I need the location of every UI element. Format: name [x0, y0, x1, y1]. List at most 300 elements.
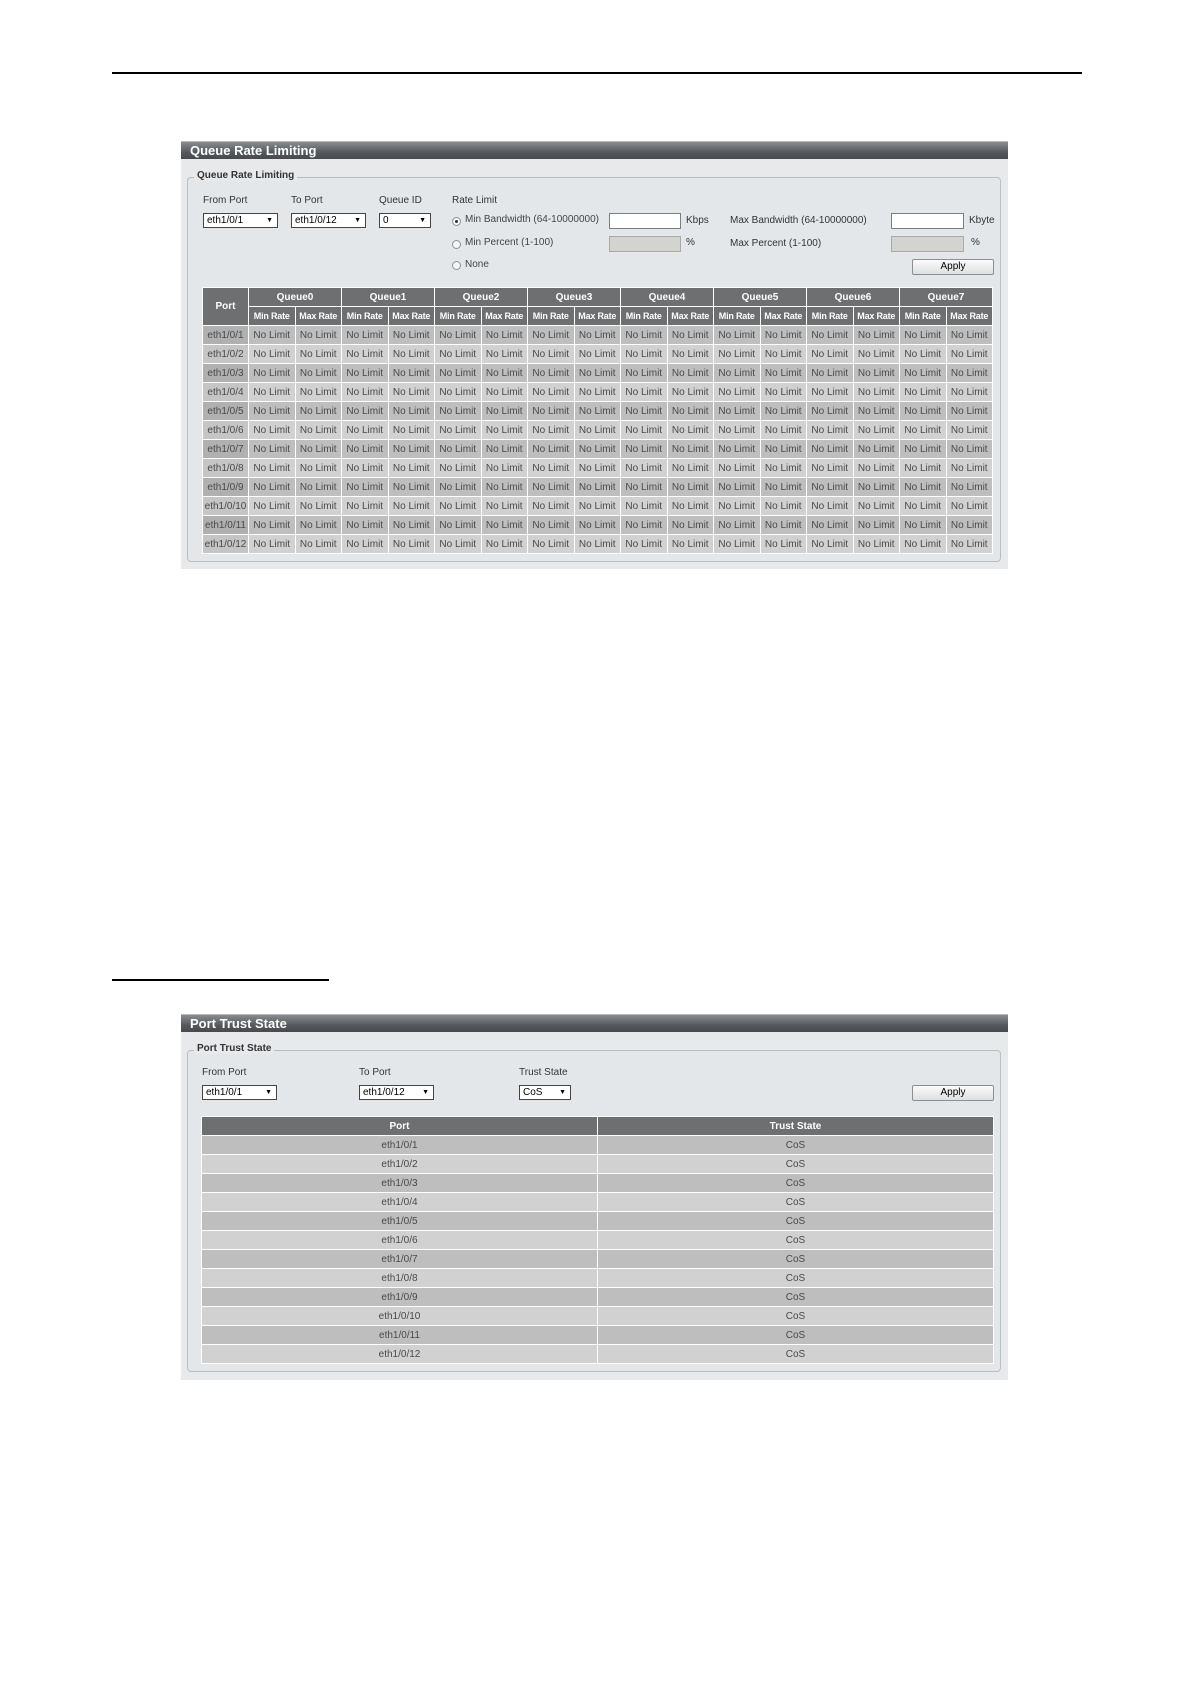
- port-cell: eth1/0/10: [202, 1307, 598, 1326]
- max-rate-cell: No Limit: [667, 364, 714, 383]
- min-rate-cell: No Limit: [342, 364, 389, 383]
- max-rate-cell: No Limit: [481, 497, 528, 516]
- min-rate-cell: No Limit: [900, 535, 947, 554]
- min-rate-cell: No Limit: [528, 326, 575, 345]
- max-rate-cell: No Limit: [667, 440, 714, 459]
- port-cell: eth1/0/4: [202, 1193, 598, 1212]
- queue-header: Queue7: [900, 288, 993, 307]
- min-rate-cell: No Limit: [621, 440, 668, 459]
- min-rate-cell: No Limit: [528, 364, 575, 383]
- table-row: [203, 440, 993, 459]
- max-rate-cell: No Limit: [760, 402, 807, 421]
- min-rate-cell: No Limit: [714, 459, 761, 478]
- port-trust-state-panel: [181, 1014, 1008, 1380]
- queue-header: Queue2: [435, 288, 528, 307]
- from-port-select[interactable]: [202, 1085, 277, 1100]
- max-rate-cell: No Limit: [388, 497, 435, 516]
- min-rate-cell: No Limit: [528, 478, 575, 497]
- chevron-down-icon: ▼: [422, 1089, 429, 1096]
- port-cell: eth1/0/8: [203, 459, 249, 478]
- min-rate-cell: No Limit: [900, 345, 947, 364]
- min-percent-label: Min Percent (1-100): [465, 237, 554, 248]
- min-rate-cell: No Limit: [342, 478, 389, 497]
- min-rate-header: Min Rate: [621, 307, 668, 326]
- max-rate-cell: No Limit: [574, 383, 621, 402]
- queue-id-label: Queue ID: [379, 195, 422, 206]
- trust-state-cell: CoS: [598, 1326, 994, 1345]
- min-rate-header: Min Rate: [807, 307, 854, 326]
- none-label: None: [465, 259, 489, 270]
- from-port-label: From Port: [202, 1067, 247, 1078]
- trust-state-cell: CoS: [598, 1174, 994, 1193]
- max-rate-cell: No Limit: [853, 459, 900, 478]
- min-rate-cell: No Limit: [528, 459, 575, 478]
- min-percent-input[interactable]: [609, 236, 681, 252]
- min-rate-cell: No Limit: [249, 383, 296, 402]
- min-rate-cell: No Limit: [900, 516, 947, 535]
- table-row: [203, 345, 993, 364]
- max-rate-cell: No Limit: [295, 402, 342, 421]
- chevron-down-icon: ▼: [354, 217, 361, 224]
- to-port-label: To Port: [291, 195, 323, 206]
- max-rate-cell: No Limit: [388, 459, 435, 478]
- max-rate-cell: No Limit: [388, 516, 435, 535]
- min-rate-cell: No Limit: [249, 326, 296, 345]
- table-row: [202, 1269, 994, 1288]
- min-percent-radio[interactable]: [452, 240, 461, 249]
- port-cell: eth1/0/1: [203, 326, 249, 345]
- min-rate-cell: No Limit: [342, 459, 389, 478]
- port-cell: eth1/0/1: [202, 1136, 598, 1155]
- max-rate-cell: No Limit: [574, 402, 621, 421]
- min-rate-cell: No Limit: [621, 364, 668, 383]
- port-cell: eth1/0/7: [203, 440, 249, 459]
- max-rate-cell: No Limit: [853, 516, 900, 535]
- trust-state-label: Trust State: [519, 1067, 568, 1078]
- max-rate-cell: No Limit: [760, 535, 807, 554]
- table-row: [203, 478, 993, 497]
- to-port-value: eth1/0/12: [363, 1087, 405, 1098]
- port-trust-state-title: Port Trust State: [181, 1014, 1008, 1032]
- port-cell: eth1/0/12: [202, 1345, 598, 1364]
- max-bandwidth-label: Max Bandwidth (64-10000000): [730, 215, 867, 226]
- min-rate-cell: No Limit: [342, 421, 389, 440]
- min-rate-cell: No Limit: [528, 535, 575, 554]
- max-rate-cell: No Limit: [946, 402, 993, 421]
- max-rate-cell: No Limit: [388, 326, 435, 345]
- section-divider: [112, 979, 329, 981]
- max-rate-cell: No Limit: [295, 535, 342, 554]
- trust-state-cell: CoS: [598, 1307, 994, 1326]
- min-rate-cell: No Limit: [714, 497, 761, 516]
- max-rate-cell: No Limit: [574, 440, 621, 459]
- kbps-unit: Kbps: [686, 215, 709, 226]
- rate-limit-label: Rate Limit: [452, 195, 498, 206]
- min-bandwidth-input[interactable]: [609, 213, 681, 229]
- max-rate-cell: No Limit: [760, 383, 807, 402]
- apply-button[interactable]: Apply: [912, 259, 994, 275]
- max-rate-cell: No Limit: [481, 478, 528, 497]
- min-rate-header: Min Rate: [900, 307, 947, 326]
- max-rate-cell: No Limit: [667, 459, 714, 478]
- table-row: [203, 402, 993, 421]
- port-trust-state-legend: Port Trust State: [194, 1043, 274, 1054]
- chevron-down-icon: ▼: [559, 1089, 566, 1096]
- max-rate-cell: No Limit: [295, 516, 342, 535]
- trust-state-cell: CoS: [598, 1212, 994, 1231]
- min-rate-cell: No Limit: [435, 535, 482, 554]
- min-rate-cell: No Limit: [807, 535, 854, 554]
- port-cell: eth1/0/10: [203, 497, 249, 516]
- max-rate-cell: No Limit: [574, 478, 621, 497]
- min-rate-cell: No Limit: [807, 459, 854, 478]
- max-rate-cell: No Limit: [574, 497, 621, 516]
- max-bandwidth-input[interactable]: [891, 213, 964, 229]
- from-port-value: eth1/0/1: [207, 215, 244, 226]
- min-rate-cell: No Limit: [807, 516, 854, 535]
- from-port-select[interactable]: [203, 213, 278, 228]
- percent-unit-1: %: [686, 237, 695, 248]
- queue-header: Queue6: [807, 288, 900, 307]
- min-rate-cell: No Limit: [435, 497, 482, 516]
- max-rate-cell: No Limit: [388, 345, 435, 364]
- table-row: [203, 383, 993, 402]
- min-rate-cell: No Limit: [900, 326, 947, 345]
- max-rate-cell: No Limit: [574, 326, 621, 345]
- trust-state-cell: CoS: [598, 1193, 994, 1212]
- min-rate-cell: No Limit: [621, 478, 668, 497]
- port-cell: eth1/0/3: [202, 1174, 598, 1193]
- min-rate-cell: No Limit: [714, 421, 761, 440]
- max-rate-header: Max Rate: [295, 307, 342, 326]
- port-cell: eth1/0/7: [202, 1250, 598, 1269]
- min-rate-cell: No Limit: [900, 402, 947, 421]
- min-rate-cell: No Limit: [249, 497, 296, 516]
- port-cell: eth1/0/8: [202, 1269, 598, 1288]
- none-radio[interactable]: [452, 261, 461, 270]
- table-row: [202, 1155, 994, 1174]
- max-rate-cell: No Limit: [667, 535, 714, 554]
- max-rate-cell: No Limit: [295, 421, 342, 440]
- max-rate-cell: No Limit: [574, 421, 621, 440]
- min-rate-cell: No Limit: [714, 516, 761, 535]
- trust-state-cell: CoS: [598, 1136, 994, 1155]
- max-rate-cell: No Limit: [946, 364, 993, 383]
- min-rate-cell: No Limit: [621, 402, 668, 421]
- min-rate-cell: No Limit: [900, 497, 947, 516]
- max-rate-cell: No Limit: [481, 402, 528, 421]
- port-cell: eth1/0/11: [202, 1326, 598, 1345]
- max-rate-cell: No Limit: [946, 497, 993, 516]
- max-rate-cell: No Limit: [760, 516, 807, 535]
- max-rate-cell: No Limit: [295, 497, 342, 516]
- max-rate-header: Max Rate: [481, 307, 528, 326]
- max-rate-cell: No Limit: [853, 345, 900, 364]
- max-rate-cell: No Limit: [388, 535, 435, 554]
- max-rate-cell: No Limit: [667, 383, 714, 402]
- min-rate-cell: No Limit: [900, 364, 947, 383]
- min-rate-cell: No Limit: [621, 383, 668, 402]
- max-rate-cell: No Limit: [667, 345, 714, 364]
- max-rate-cell: No Limit: [295, 326, 342, 345]
- min-rate-cell: No Limit: [807, 402, 854, 421]
- to-port-label: To Port: [359, 1067, 391, 1078]
- table-row: [202, 1307, 994, 1326]
- min-rate-cell: No Limit: [528, 497, 575, 516]
- min-rate-cell: No Limit: [249, 459, 296, 478]
- max-rate-cell: No Limit: [667, 497, 714, 516]
- max-rate-header: Max Rate: [946, 307, 993, 326]
- percent-unit-2: %: [971, 237, 980, 248]
- table-row: [203, 497, 993, 516]
- to-port-select[interactable]: [291, 213, 366, 228]
- trust-state-cell: CoS: [598, 1288, 994, 1307]
- max-rate-cell: No Limit: [946, 516, 993, 535]
- queue-header: Queue5: [714, 288, 807, 307]
- min-rate-cell: No Limit: [342, 440, 389, 459]
- table-row: [202, 1326, 994, 1345]
- min-rate-header: Min Rate: [714, 307, 761, 326]
- min-rate-cell: No Limit: [249, 364, 296, 383]
- min-rate-cell: No Limit: [528, 516, 575, 535]
- max-rate-cell: No Limit: [295, 345, 342, 364]
- min-rate-cell: No Limit: [249, 402, 296, 421]
- max-rate-cell: No Limit: [481, 383, 528, 402]
- max-rate-cell: No Limit: [853, 478, 900, 497]
- min-rate-cell: No Limit: [528, 383, 575, 402]
- max-rate-cell: No Limit: [853, 402, 900, 421]
- min-rate-cell: No Limit: [435, 345, 482, 364]
- trust-state-column-header: Trust State: [598, 1117, 994, 1136]
- min-rate-cell: No Limit: [714, 478, 761, 497]
- max-rate-header: Max Rate: [388, 307, 435, 326]
- min-rate-cell: No Limit: [900, 383, 947, 402]
- table-row: [203, 459, 993, 478]
- max-rate-cell: No Limit: [760, 459, 807, 478]
- max-rate-cell: No Limit: [946, 326, 993, 345]
- table-row: [202, 1193, 994, 1212]
- max-rate-cell: No Limit: [574, 516, 621, 535]
- max-rate-cell: No Limit: [388, 402, 435, 421]
- min-rate-cell: No Limit: [528, 440, 575, 459]
- min-rate-cell: No Limit: [342, 326, 389, 345]
- min-rate-cell: No Limit: [714, 326, 761, 345]
- max-rate-cell: No Limit: [946, 421, 993, 440]
- max-rate-cell: No Limit: [853, 383, 900, 402]
- max-rate-cell: No Limit: [946, 459, 993, 478]
- max-rate-cell: No Limit: [295, 478, 342, 497]
- min-rate-cell: No Limit: [900, 478, 947, 497]
- min-rate-cell: No Limit: [435, 421, 482, 440]
- min-rate-cell: No Limit: [249, 345, 296, 364]
- max-rate-cell: No Limit: [667, 478, 714, 497]
- min-rate-cell: No Limit: [435, 440, 482, 459]
- table-row: [202, 1174, 994, 1193]
- max-rate-cell: No Limit: [388, 440, 435, 459]
- min-rate-cell: No Limit: [621, 497, 668, 516]
- max-rate-cell: No Limit: [853, 535, 900, 554]
- trust-state-cell: CoS: [598, 1269, 994, 1288]
- min-rate-cell: No Limit: [621, 345, 668, 364]
- min-rate-cell: No Limit: [342, 383, 389, 402]
- max-rate-cell: No Limit: [667, 402, 714, 421]
- min-rate-header: Min Rate: [342, 307, 389, 326]
- port-cell: eth1/0/2: [203, 345, 249, 364]
- min-rate-cell: No Limit: [528, 421, 575, 440]
- max-rate-cell: No Limit: [853, 364, 900, 383]
- min-rate-cell: No Limit: [435, 478, 482, 497]
- min-rate-cell: No Limit: [807, 421, 854, 440]
- max-rate-cell: No Limit: [574, 364, 621, 383]
- trust-state-cell: CoS: [598, 1231, 994, 1250]
- max-rate-cell: No Limit: [481, 326, 528, 345]
- max-rate-cell: No Limit: [760, 345, 807, 364]
- min-rate-cell: No Limit: [249, 535, 296, 554]
- port-cell: eth1/0/6: [202, 1231, 598, 1250]
- min-rate-cell: No Limit: [249, 421, 296, 440]
- min-rate-cell: No Limit: [714, 535, 761, 554]
- table-row: [203, 535, 993, 554]
- queue-id-value: 0: [383, 215, 389, 226]
- max-rate-cell: No Limit: [481, 459, 528, 478]
- min-rate-cell: No Limit: [342, 535, 389, 554]
- min-rate-cell: No Limit: [900, 421, 947, 440]
- min-rate-cell: No Limit: [435, 459, 482, 478]
- min-rate-cell: No Limit: [342, 516, 389, 535]
- min-rate-cell: No Limit: [249, 516, 296, 535]
- min-rate-cell: No Limit: [621, 326, 668, 345]
- max-rate-cell: No Limit: [295, 440, 342, 459]
- max-rate-cell: No Limit: [667, 516, 714, 535]
- table-row: [202, 1345, 994, 1364]
- queue-header: Queue0: [249, 288, 342, 307]
- queue-rate-limiting-legend: Queue Rate Limiting: [194, 170, 297, 181]
- max-rate-cell: No Limit: [295, 383, 342, 402]
- max-rate-cell: No Limit: [388, 421, 435, 440]
- max-rate-cell: No Limit: [760, 326, 807, 345]
- max-rate-cell: No Limit: [946, 440, 993, 459]
- max-rate-cell: No Limit: [853, 326, 900, 345]
- port-cell: eth1/0/5: [203, 402, 249, 421]
- min-rate-cell: No Limit: [435, 364, 482, 383]
- trust-state-select[interactable]: [519, 1085, 571, 1100]
- port-cell: eth1/0/5: [202, 1212, 598, 1231]
- trust-state-value: CoS: [523, 1087, 543, 1098]
- queue-rate-limiting-panel: [181, 141, 1008, 569]
- min-rate-cell: No Limit: [435, 402, 482, 421]
- max-rate-header: Max Rate: [574, 307, 621, 326]
- from-port-value: eth1/0/1: [206, 1087, 243, 1098]
- table-row: [202, 1250, 994, 1269]
- min-rate-cell: No Limit: [621, 459, 668, 478]
- queue-rate-limiting-title: Queue Rate Limiting: [181, 141, 1008, 159]
- min-rate-cell: No Limit: [714, 440, 761, 459]
- max-rate-cell: No Limit: [481, 535, 528, 554]
- min-rate-cell: No Limit: [621, 516, 668, 535]
- min-rate-cell: No Limit: [807, 478, 854, 497]
- max-rate-cell: No Limit: [760, 364, 807, 383]
- table-row: [202, 1136, 994, 1155]
- max-rate-cell: No Limit: [574, 459, 621, 478]
- table-row: [202, 1231, 994, 1250]
- table-row: [203, 421, 993, 440]
- min-rate-header: Min Rate: [249, 307, 296, 326]
- port-cell: eth1/0/6: [203, 421, 249, 440]
- max-rate-header: Max Rate: [853, 307, 900, 326]
- chevron-down-icon: ▼: [266, 217, 273, 224]
- min-rate-cell: No Limit: [900, 440, 947, 459]
- queue-header: Queue4: [621, 288, 714, 307]
- min-bandwidth-radio[interactable]: [452, 217, 461, 226]
- max-rate-cell: No Limit: [481, 364, 528, 383]
- max-rate-header: Max Rate: [667, 307, 714, 326]
- max-rate-cell: No Limit: [946, 478, 993, 497]
- min-rate-cell: No Limit: [807, 497, 854, 516]
- min-bandwidth-label: Min Bandwidth (64-10000000): [465, 214, 599, 225]
- max-rate-cell: No Limit: [760, 421, 807, 440]
- max-rate-cell: No Limit: [946, 383, 993, 402]
- max-rate-cell: No Limit: [388, 364, 435, 383]
- min-rate-cell: No Limit: [342, 345, 389, 364]
- table-row: [202, 1212, 994, 1231]
- min-rate-cell: No Limit: [342, 402, 389, 421]
- max-rate-cell: No Limit: [760, 497, 807, 516]
- max-percent-input[interactable]: [891, 236, 964, 252]
- min-rate-cell: No Limit: [435, 516, 482, 535]
- trust-state-table: [201, 1116, 994, 1364]
- min-rate-cell: No Limit: [714, 402, 761, 421]
- port-cell: eth1/0/9: [203, 478, 249, 497]
- kbyte-unit: Kbyte: [969, 215, 995, 226]
- queue-header: Queue3: [528, 288, 621, 307]
- min-rate-cell: No Limit: [900, 459, 947, 478]
- port-column-header: Port: [203, 288, 249, 326]
- min-rate-header: Min Rate: [528, 307, 575, 326]
- min-rate-cell: No Limit: [807, 440, 854, 459]
- apply-button[interactable]: Apply: [912, 1085, 994, 1101]
- port-cell: eth1/0/11: [203, 516, 249, 535]
- min-rate-cell: No Limit: [807, 345, 854, 364]
- min-rate-cell: No Limit: [249, 478, 296, 497]
- port-cell: eth1/0/12: [203, 535, 249, 554]
- table-row: [203, 364, 993, 383]
- min-rate-cell: No Limit: [249, 440, 296, 459]
- port-cell: eth1/0/9: [202, 1288, 598, 1307]
- max-rate-cell: No Limit: [295, 364, 342, 383]
- max-rate-cell: No Limit: [853, 440, 900, 459]
- min-rate-cell: No Limit: [807, 326, 854, 345]
- max-rate-cell: No Limit: [481, 516, 528, 535]
- max-rate-cell: No Limit: [667, 421, 714, 440]
- max-rate-cell: No Limit: [853, 497, 900, 516]
- trust-state-cell: CoS: [598, 1345, 994, 1364]
- min-rate-cell: No Limit: [528, 402, 575, 421]
- chevron-down-icon: ▼: [265, 1089, 272, 1096]
- max-rate-cell: No Limit: [853, 421, 900, 440]
- trust-state-cell: CoS: [598, 1250, 994, 1269]
- queue-id-select[interactable]: [379, 213, 431, 228]
- port-cell: eth1/0/4: [203, 383, 249, 402]
- max-rate-cell: No Limit: [946, 345, 993, 364]
- max-rate-cell: No Limit: [295, 459, 342, 478]
- to-port-select[interactable]: [359, 1085, 434, 1100]
- trust-state-cell: CoS: [598, 1155, 994, 1174]
- port-cell: eth1/0/3: [203, 364, 249, 383]
- min-rate-cell: No Limit: [714, 364, 761, 383]
- max-rate-cell: No Limit: [574, 535, 621, 554]
- table-row: [202, 1288, 994, 1307]
- port-column-header: Port: [202, 1117, 598, 1136]
